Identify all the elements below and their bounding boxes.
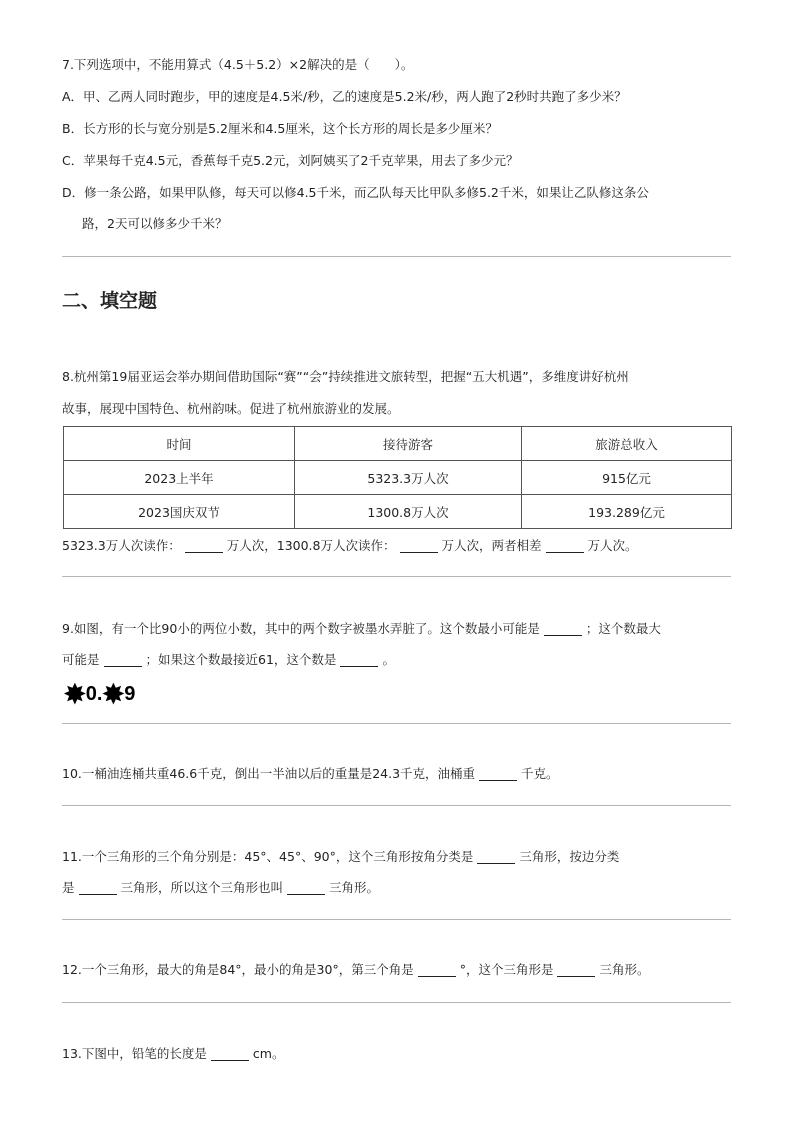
table-header-row <box>64 427 732 461</box>
ink-blot-number-figure <box>64 679 136 709</box>
answer-blank[interactable] <box>400 539 438 553</box>
q13-line <box>62 1045 284 1063</box>
q7-option-c: C．苹果每千克4.5元，香蕉每千克5.2元，刘阿姨买了2千克苹果，用去了多少元？ <box>62 153 519 168</box>
q12-text: 三角形。 <box>599 962 650 977</box>
divider <box>62 805 731 806</box>
divider <box>62 576 731 577</box>
q10-line <box>62 765 559 783</box>
q9-text: 可能是 <box>62 652 100 667</box>
q8-fill-text: 万人次，1300.8万人次读作： <box>226 538 396 553</box>
q7-option-d-line1: D．修一条公路，如果甲队修，每天可以修4.5千米，而乙队每天比甲队多修5.2千米，如果让乙队修这条公 <box>62 185 649 200</box>
answer-blank[interactable] <box>104 653 142 667</box>
q12-text: °，这个三角形是 <box>459 962 554 977</box>
table-cell: 915亿元 <box>522 461 732 495</box>
q9-line2 <box>62 651 395 669</box>
q7-option-a: A．甲、乙两人同时跑步，甲的速度是4.5米/秒，乙的速度是5.2米/秒，两人跑了2秒时共跑了多少米？ <box>62 89 627 104</box>
answer-blank[interactable] <box>79 881 117 895</box>
q11-text: 11.一个三角形的三个角分别是：45°、45°、90°，这个三角形按角分类是 <box>62 849 474 864</box>
answer-blank[interactable] <box>479 767 517 781</box>
table-header: 时间 <box>64 427 295 461</box>
ink-blot-icon: ✸ <box>64 679 86 709</box>
q8-fill-line <box>62 537 638 555</box>
q7-stem: 7.下列选项中，不能用算式（4.5＋5.2）×2解决的是（ ）。 <box>62 57 414 72</box>
divider <box>62 256 731 257</box>
answer-blank[interactable] <box>211 1047 249 1061</box>
answer-blank[interactable] <box>287 881 325 895</box>
figure-digits: 0. <box>85 683 103 705</box>
answer-blank[interactable] <box>477 850 515 864</box>
q12-text: 12.一个三角形，最大的角是84°，最小的角是30°，第三个角是 <box>62 962 414 977</box>
answer-blank[interactable] <box>340 653 378 667</box>
figure-digits: 9 <box>124 683 136 705</box>
q10-text: 千克。 <box>521 766 559 781</box>
divider <box>62 1002 731 1003</box>
answer-blank[interactable] <box>185 539 223 553</box>
q11-text: 三角形。 <box>329 880 380 895</box>
divider <box>62 723 731 724</box>
q11-line1 <box>62 848 619 866</box>
q11-line2 <box>62 879 379 897</box>
table-header: 旅游总收入 <box>522 427 732 461</box>
q8-text-line2: 故事，展现中国特色、杭州韵味。促进了杭州旅游业的发展。 <box>62 401 400 416</box>
q12-line <box>62 961 649 979</box>
answer-blank[interactable] <box>544 622 582 636</box>
answer-blank[interactable] <box>418 963 456 977</box>
answer-blank[interactable] <box>546 539 584 553</box>
q11-text: 是 <box>62 880 75 895</box>
q13-text: cm。 <box>252 1046 285 1061</box>
section-title: 二、填空题 <box>62 290 158 312</box>
q8-text-line1: 8.杭州第19届亚运会举办期间借助国际“赛”“会”持续推进文旅转型，把握“五大机遇”，多维度讲好杭州 <box>62 369 629 384</box>
q8-fill-text: 5323.3万人次读作： <box>62 538 181 553</box>
q8-fill-text: 万人次，两者相差 <box>441 538 542 553</box>
table-cell: 2023国庆双节 <box>64 495 295 529</box>
table-cell: 193.289亿元 <box>522 495 732 529</box>
table-header: 接待游客 <box>295 427 522 461</box>
q11-text: 三角形，所以这个三角形也叫 <box>120 880 284 895</box>
q8-fill-text: 万人次。 <box>587 538 638 553</box>
divider <box>62 919 731 920</box>
tourism-table <box>63 426 732 529</box>
table-cell: 5323.3万人次 <box>295 461 522 495</box>
q7-option-b: B．长方形的长与宽分别是5.2厘米和4.5厘米，这个长方形的周长是多少厘米？ <box>62 121 498 136</box>
q7-option-d-line2: 路，2天可以修多少千米？ <box>82 216 228 231</box>
q9-line1 <box>62 620 661 638</box>
q10-text: 10.一桶油连桶共重46.6千克，倒出一半油以后的重量是24.3千克，油桶重 <box>62 766 476 781</box>
q13-text: 13.下图中，铅笔的长度是 <box>62 1046 207 1061</box>
table-cell: 2023上半年 <box>64 461 295 495</box>
q9-text: ；这个数最大 <box>585 621 661 636</box>
answer-blank[interactable] <box>557 963 595 977</box>
ink-blot-icon: ✸ <box>102 679 125 709</box>
q9-text: ；如果这个数最接近61，这个数是 <box>145 652 337 667</box>
table-row <box>64 495 732 529</box>
q9-text: 9.如图，有一个比90小的两位小数，其中的两个数字被墨水弄脏了。这个数最小可能是 <box>62 621 540 636</box>
q9-text: 。 <box>382 652 395 667</box>
table-row <box>64 461 732 495</box>
table-cell: 1300.8万人次 <box>295 495 522 529</box>
q11-text: 三角形，按边分类 <box>519 849 620 864</box>
